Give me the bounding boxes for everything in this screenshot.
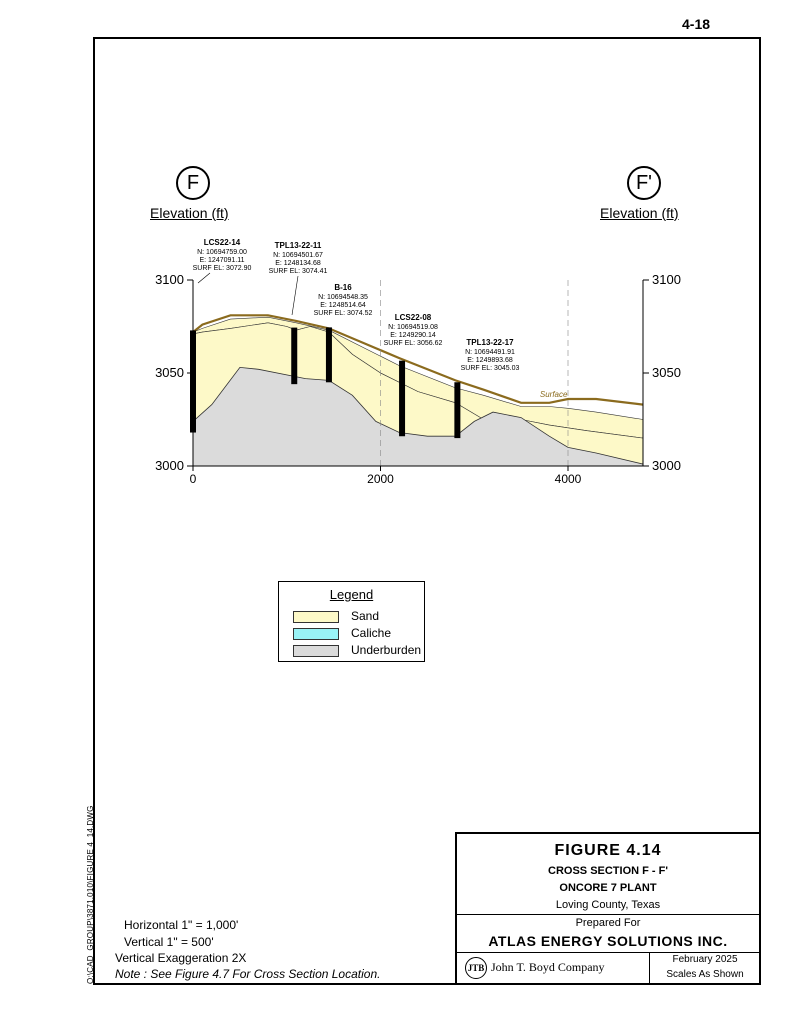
company-date-divider <box>649 952 650 985</box>
borehole-northing: N: 10694519.08 <box>388 324 438 331</box>
y-tick-label-right-3100: 3100 <box>652 272 681 287</box>
right-elevation-label: Elevation (ft) <box>600 205 679 221</box>
sand-swatch <box>293 611 339 623</box>
legend-label-underburden: Underburden <box>351 643 422 657</box>
borehole-surface-elevation: SURF EL: 3074.52 <box>313 310 373 317</box>
x-tick-label-4000: 4000 <box>554 472 582 486</box>
y-tick-label-left-3050: 3050 <box>155 365 184 380</box>
figure-plant-title: ONCORE 7 PLANT <box>559 882 657 894</box>
x-tick-label-0: 0 <box>189 472 197 486</box>
title-block <box>455 832 761 985</box>
borehole-northing: N: 10694548.35 <box>318 294 368 301</box>
figure-number: FIGURE 4.14 <box>554 842 662 859</box>
legend-label-sand: Sand <box>351 609 380 623</box>
section-start-marker: F <box>176 166 210 200</box>
file-path-label: Q:\CAD_GROUP\3871.010\FIGURE 4_14.DWG <box>86 805 95 984</box>
title-divider <box>457 914 759 915</box>
borehole-easting: E: 1248134.68 <box>275 260 321 267</box>
borehole-surface-elevation: SURF EL: 3056.62 <box>383 340 443 347</box>
horizontal-scale-note: Horizontal 1" = 1,000' <box>124 918 239 932</box>
borehole-leader-line <box>292 276 298 315</box>
prepared-for-label: Prepared For <box>575 917 641 929</box>
y-tick-label-left-3100: 3100 <box>155 272 184 287</box>
legend <box>278 581 425 662</box>
borehole-label-TPL13-22-17 <box>461 338 520 372</box>
borehole-easting: E: 1249893.68 <box>467 357 513 364</box>
left-elevation-label: Elevation (ft) <box>150 205 229 221</box>
borehole-B-16 <box>326 327 332 382</box>
vertical-scale-note: Vertical 1" = 500' <box>124 935 214 949</box>
figure-section-title: CROSS SECTION F - F' <box>548 865 668 877</box>
borehole-label-B-16 <box>314 283 373 317</box>
legend-item-underburden <box>293 643 421 657</box>
section-end-marker: F' <box>627 166 661 200</box>
borehole-id: TPL13-22-11 <box>274 241 322 250</box>
legend-title: Legend <box>329 587 374 602</box>
borehole-label-LCS22-14 <box>193 238 252 283</box>
borehole-label-LCS22-08 <box>384 313 443 347</box>
borehole-id: B-16 <box>334 283 352 292</box>
borehole-LCS22-08 <box>399 361 405 437</box>
borehole-easting: E: 1247091.11 <box>199 257 245 264</box>
y-tick-label-left-3000: 3000 <box>155 458 184 473</box>
x-tick-label-2000: 2000 <box>367 472 394 486</box>
underburden-swatch <box>293 645 339 657</box>
borehole-surface-elevation: SURF EL: 3072.90 <box>192 265 252 272</box>
borehole-northing: N: 10694501.67 <box>273 252 323 259</box>
borehole-easting: E: 1249290.14 <box>390 332 436 339</box>
borehole-surface-elevation: SURF EL: 3045.03 <box>460 365 520 372</box>
client-divider <box>457 952 759 953</box>
figure-scales: Scales As Shown <box>666 969 744 980</box>
figure-county: Loving County, Texas <box>555 899 661 911</box>
borehole-TPL13-22-11 <box>291 328 297 385</box>
surface-label: Surface <box>539 390 568 400</box>
legend-item-caliche <box>293 626 391 640</box>
company-name: John T. Boyd Company <box>491 960 605 974</box>
y-tick-label-right-3050: 3050 <box>652 365 681 380</box>
borehole-leader-line <box>198 273 210 283</box>
borehole-id: LCS22-08 <box>394 313 432 322</box>
legend-item-sand <box>293 609 379 623</box>
borehole-label-TPL13-22-11 <box>269 241 328 315</box>
jtb-logo: JTB <box>465 957 487 979</box>
borehole-surface-elevation: SURF EL: 3074.41 <box>268 268 328 275</box>
page-number: 4-18 <box>682 16 711 32</box>
borehole-northing: N: 10694759.00 <box>197 249 247 256</box>
y-tick-label-right-3000: 3000 <box>652 458 681 473</box>
borehole-TPL13-22-17 <box>454 382 460 438</box>
client-name: ATLAS ENERGY SOLUTIONS INC. <box>488 933 728 949</box>
caliche-swatch <box>293 628 339 640</box>
borehole-id: LCS22-14 <box>203 238 241 247</box>
legend-label-caliche: Caliche <box>351 626 392 640</box>
borehole-northing: N: 10694491.91 <box>465 349 515 356</box>
borehole-id: TPL13-22-17 <box>466 338 514 347</box>
figure-date: February 2025 <box>672 954 738 965</box>
location-note: Note : See Figure 4.7 For Cross Section Location. <box>115 967 381 981</box>
exaggeration-note: Vertical Exaggeration 2X <box>115 951 247 965</box>
borehole-easting: E: 1248514.64 <box>320 302 366 309</box>
